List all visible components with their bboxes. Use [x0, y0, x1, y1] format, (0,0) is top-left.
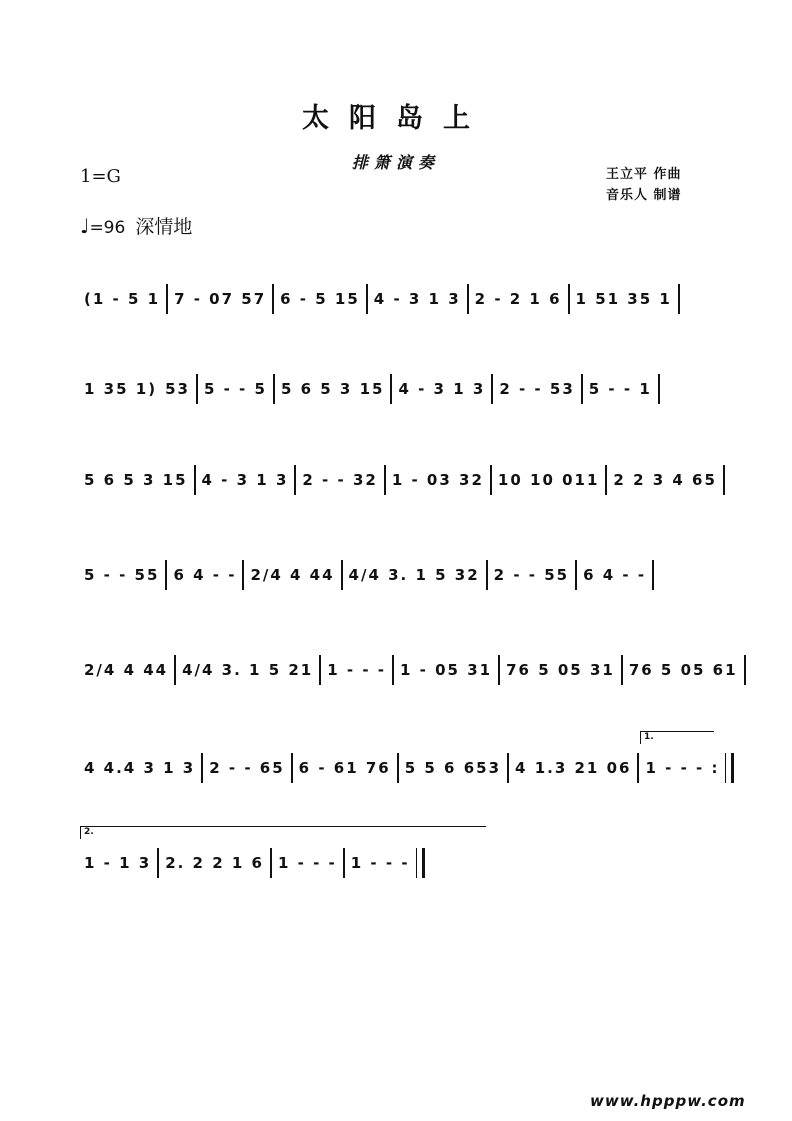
barline — [273, 374, 275, 404]
barline — [272, 284, 274, 314]
measure: 5 - - 1 — [588, 379, 652, 398]
barline — [165, 560, 167, 590]
first-ending-bracket: 1. — [640, 731, 714, 744]
barline — [341, 560, 343, 590]
barline — [568, 284, 570, 314]
barline — [392, 655, 394, 685]
barline — [201, 753, 203, 783]
measure: 5 5 6 653 — [404, 758, 502, 777]
barline — [294, 465, 296, 495]
barline — [498, 655, 500, 685]
measure: 10 10 011 — [497, 470, 600, 489]
barline — [652, 560, 654, 590]
barline — [270, 848, 272, 878]
measure: 7 - 07 57 — [174, 289, 267, 308]
measure: 53 — [165, 379, 190, 398]
measure: 4 - 3 1 3 — [373, 289, 461, 308]
staff-line-1 — [80, 284, 716, 314]
barline — [605, 465, 607, 495]
barline — [658, 374, 660, 404]
barline — [486, 560, 488, 590]
barline — [157, 848, 159, 878]
measure: 2/4 4 44 — [250, 565, 335, 584]
measure: (1 - 5 1 — [84, 289, 161, 308]
measure: 1 - 1 3 — [84, 853, 152, 872]
measure: 1 - - - — [277, 853, 337, 872]
barline — [242, 560, 244, 590]
measure: 5 6 5 3 15 — [280, 379, 385, 398]
barline — [291, 753, 293, 783]
measure: 5 6 5 3 15 — [84, 470, 188, 489]
measure: 4 - 3 1 3 — [398, 379, 486, 398]
measure: 2 2 3 4 65 — [613, 470, 717, 489]
measure: 2 - - 65 — [209, 758, 285, 777]
barline — [166, 284, 168, 314]
barline — [174, 655, 176, 685]
measure: 2. 2 2 1 6 — [165, 853, 264, 872]
staff-line-3 — [80, 465, 716, 495]
measure: 2 - - 53 — [499, 379, 575, 398]
measure: 2/4 4 44 — [84, 660, 169, 679]
measure: 1 35 1) — [84, 379, 158, 398]
measure: 4/4 3. 1 5 21 — [182, 660, 314, 679]
key-signature: 1=G — [80, 166, 121, 187]
measure: 4 4.4 3 1 3 — [84, 758, 196, 777]
staff-line-6 — [80, 753, 720, 783]
repeat-barline — [725, 753, 734, 783]
tempo-marking — [80, 212, 192, 239]
barline — [384, 465, 386, 495]
watermark-url: www.hpppw.com — [590, 1092, 746, 1110]
measure: 2 - - 32 — [302, 470, 378, 489]
staff-line-4 — [80, 560, 716, 590]
barline — [581, 374, 583, 404]
barline — [575, 560, 577, 590]
measure: 76 5 05 61 — [628, 660, 738, 679]
measure: 4/4 3. 1 5 32 — [348, 565, 480, 584]
barline — [319, 655, 321, 685]
measure: 6 4 - - — [173, 565, 237, 584]
measure: 1 - - - — [350, 853, 410, 872]
measure: 2 - - 55 — [493, 565, 570, 584]
performance-subtitle: 排箫演奏 — [351, 153, 440, 172]
barline — [397, 753, 399, 783]
measure: 5 - - 55 — [84, 565, 160, 584]
tempo-value: =96 — [89, 218, 126, 238]
staff-line-7 — [80, 848, 490, 878]
measure: 4 1.3 21 06 — [515, 758, 632, 777]
barline — [490, 465, 492, 495]
measure: 2 - 2 1 6 — [474, 289, 562, 308]
quarter-note-icon: ♩ — [80, 214, 90, 238]
second-ending-bracket: 2. — [80, 826, 486, 839]
barline — [343, 848, 345, 878]
measure: 4 - 3 1 3 — [201, 470, 289, 489]
measure: 1 - 05 31 — [400, 660, 493, 679]
barline — [467, 284, 469, 314]
barline — [678, 284, 680, 314]
measure: 5 - - 5 — [203, 379, 267, 398]
barline — [744, 655, 746, 685]
arranger-credit: 音乐人 制谱 — [606, 188, 682, 203]
composer-credit: 王立平 作曲 — [606, 167, 682, 182]
measure: 1 - - - — [327, 660, 387, 679]
barline — [491, 374, 493, 404]
barline — [194, 465, 196, 495]
barline — [621, 655, 623, 685]
staff-line-5 — [80, 655, 738, 685]
measure: 6 4 - - — [583, 565, 647, 584]
barline — [507, 753, 509, 783]
measure: 1 - 03 32 — [391, 470, 484, 489]
barline — [196, 374, 198, 404]
measure: 1 - - - : — [645, 758, 720, 777]
final-barline — [416, 848, 425, 878]
staff-line-2 — [80, 374, 716, 404]
expression-mark: 深情地 — [135, 216, 193, 238]
measure: 1 51 35 1 — [575, 289, 672, 308]
barline — [390, 374, 392, 404]
measure: 6 - 61 76 — [298, 758, 391, 777]
credits — [606, 164, 682, 206]
barline — [637, 753, 639, 783]
measure: 6 - 5 15 — [280, 289, 360, 308]
song-title: 太阳岛上 — [302, 103, 490, 134]
barline — [723, 465, 725, 495]
barline — [366, 284, 368, 314]
measure: 76 5 05 31 — [506, 660, 615, 679]
